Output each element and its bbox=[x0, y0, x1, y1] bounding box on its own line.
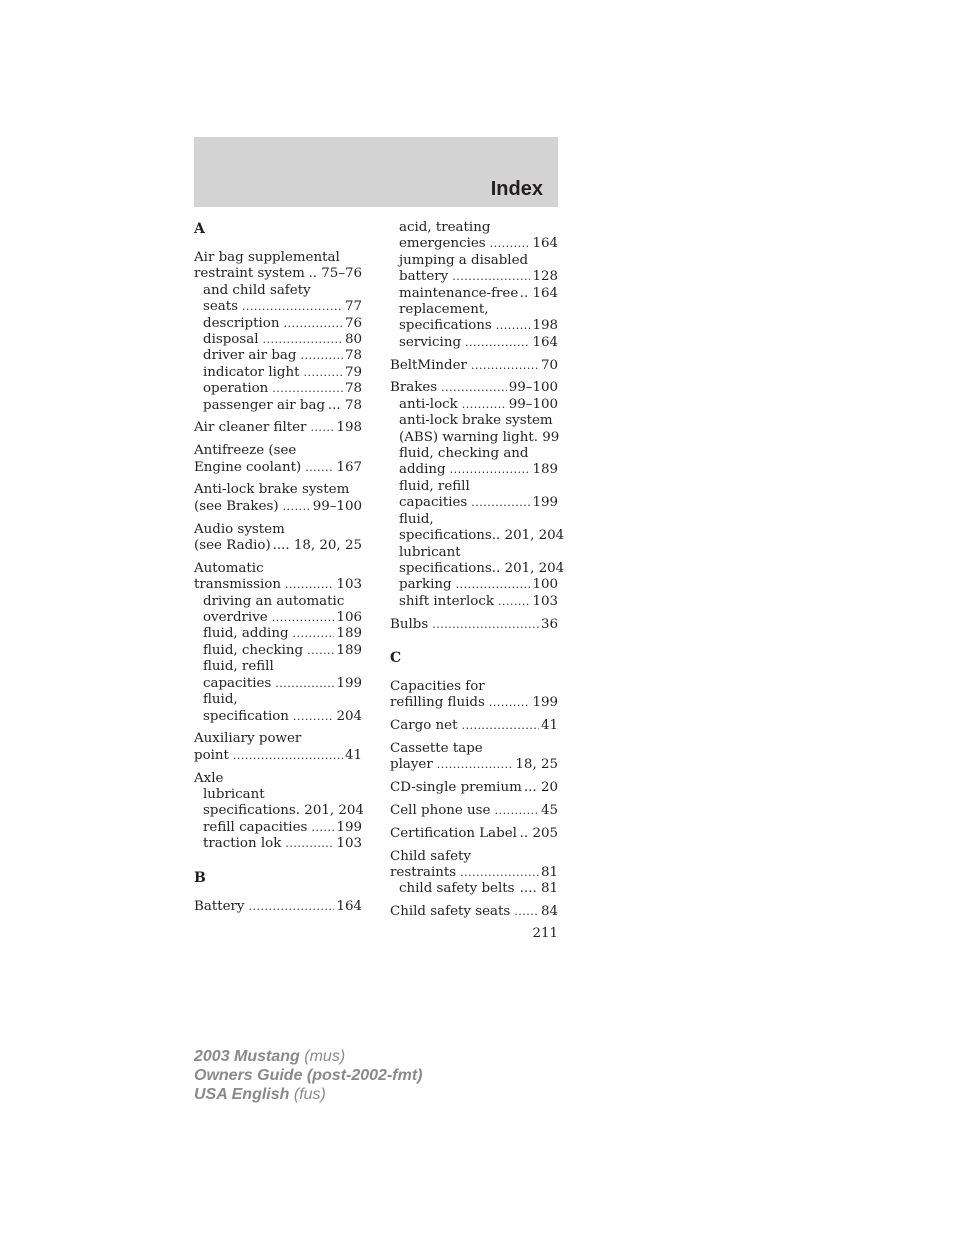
dot-leader bbox=[452, 269, 530, 285]
page-number: 211 bbox=[532, 926, 558, 941]
index-subentry bbox=[194, 316, 362, 332]
entry-term: fluid, refill bbox=[203, 659, 274, 675]
index-subentry bbox=[390, 462, 558, 478]
index-subentry bbox=[390, 560, 565, 577]
index-subentry bbox=[390, 253, 558, 269]
entry-page: 199 bbox=[336, 675, 362, 691]
entry-term: Audio system bbox=[194, 521, 285, 537]
entry-term: emergencies bbox=[399, 236, 486, 252]
entry-term: refilling fluids bbox=[390, 695, 485, 711]
index-subentry bbox=[390, 446, 558, 462]
index-entry bbox=[390, 780, 558, 796]
index-subentry bbox=[194, 365, 362, 381]
index-entry bbox=[390, 718, 558, 734]
index-subentry bbox=[390, 413, 558, 429]
index-entry bbox=[390, 695, 558, 711]
index-entry bbox=[390, 741, 558, 757]
entry-term: Air cleaner filter bbox=[194, 420, 307, 436]
dot-leader bbox=[432, 617, 539, 633]
index-entry bbox=[194, 731, 362, 747]
index-subentry bbox=[390, 545, 558, 561]
entry-term: specifications bbox=[399, 318, 492, 334]
dot-leader bbox=[496, 318, 531, 334]
entry-term: Axle bbox=[194, 770, 224, 786]
entry-term: Capacities for bbox=[390, 678, 485, 694]
dot-leader bbox=[311, 820, 334, 836]
entry-term: Anti-lock brake system bbox=[194, 482, 350, 498]
entry-page: 167 bbox=[336, 459, 362, 475]
entry-page: 164 bbox=[336, 898, 362, 914]
dot-leader bbox=[456, 577, 531, 593]
dot-leader bbox=[275, 676, 334, 692]
entry-page: 84 bbox=[540, 904, 558, 920]
index-subentry bbox=[194, 299, 362, 315]
dot-leader bbox=[498, 594, 530, 610]
entry-page: 79 bbox=[344, 364, 362, 380]
entry-term: seats bbox=[203, 299, 239, 315]
index-subentry bbox=[390, 220, 558, 236]
entry-term: Antifreeze (see bbox=[194, 443, 297, 459]
entry-page: 204 bbox=[336, 708, 362, 724]
entry-term: Cell phone use bbox=[390, 802, 491, 818]
dot-leader bbox=[441, 380, 507, 396]
entry-page: 164 bbox=[532, 334, 558, 350]
dot-leader bbox=[450, 462, 531, 478]
index-entry bbox=[390, 380, 558, 396]
index-subentry bbox=[390, 335, 558, 351]
entry-page: 199 bbox=[532, 695, 558, 711]
entry-term: fluid, bbox=[203, 692, 238, 708]
entry-page: .. 75–76 bbox=[308, 266, 362, 282]
entry-term: and child safety bbox=[203, 282, 311, 298]
page-title: Index bbox=[490, 178, 543, 200]
footer bbox=[194, 1047, 422, 1104]
entry-term: driver air bag bbox=[203, 348, 297, 364]
entry-term: BeltMinder bbox=[390, 357, 467, 373]
index-entry bbox=[390, 803, 558, 819]
footer-line-1 bbox=[194, 1047, 422, 1066]
entry-term: capacities bbox=[399, 495, 468, 511]
entry-term: fluid, checking and bbox=[399, 446, 529, 462]
entry-term: disposal bbox=[203, 332, 259, 348]
entry-page: 189 bbox=[532, 462, 558, 478]
entry-term: anti-lock brake system bbox=[399, 413, 553, 429]
index-subentry bbox=[390, 881, 558, 897]
index-subentry bbox=[194, 610, 362, 626]
index-subentry bbox=[390, 318, 558, 334]
entry-page: 78 bbox=[344, 348, 362, 364]
entry-term: indicator light bbox=[203, 364, 300, 380]
entry-term: point bbox=[194, 747, 229, 763]
entry-term: Battery bbox=[194, 898, 245, 914]
entry-page: ... 20 bbox=[523, 780, 558, 796]
entry-term: Automatic bbox=[194, 560, 264, 576]
entry-page: 189 bbox=[336, 626, 362, 642]
entry-term: specifications bbox=[399, 528, 492, 544]
dot-leader bbox=[242, 299, 343, 315]
index-subentry bbox=[194, 626, 362, 642]
entry-page: .... 81 bbox=[519, 881, 558, 897]
dot-leader bbox=[305, 460, 334, 476]
dot-leader bbox=[283, 499, 311, 515]
index-subentry bbox=[194, 398, 362, 414]
dot-leader bbox=[283, 316, 342, 332]
entry-term: Engine coolant) bbox=[194, 459, 302, 475]
entry-page: 199 bbox=[532, 495, 558, 511]
index-subentry bbox=[390, 302, 558, 318]
index-subentry bbox=[194, 692, 362, 708]
entry-page: ... 78 bbox=[327, 397, 362, 413]
entry-page: 99–100 bbox=[508, 380, 558, 396]
entry-term: Child safety seats bbox=[390, 904, 511, 920]
entry-page: 106 bbox=[336, 610, 362, 626]
index-entry bbox=[194, 250, 362, 266]
entry-term: Brakes bbox=[390, 380, 438, 396]
index-subentry bbox=[194, 820, 362, 836]
index-subentry bbox=[390, 286, 558, 302]
index-entry bbox=[194, 420, 362, 436]
dot-leader bbox=[300, 348, 342, 364]
entry-term: passenger air bag bbox=[203, 397, 326, 413]
entry-page: 198 bbox=[532, 318, 558, 334]
entry-page: 45 bbox=[540, 802, 558, 818]
entry-term: servicing bbox=[399, 334, 462, 350]
dot-leader bbox=[233, 748, 343, 764]
index-entry bbox=[194, 899, 362, 915]
index-subentry bbox=[194, 643, 362, 659]
entry-term: fluid, refill bbox=[399, 478, 470, 494]
index-entry bbox=[390, 757, 558, 773]
index-entry bbox=[390, 904, 558, 920]
index-subentry bbox=[194, 803, 362, 819]
index-entry bbox=[194, 266, 362, 282]
index-subentry bbox=[390, 528, 565, 544]
index-subentry bbox=[194, 348, 362, 364]
index-subentry bbox=[390, 236, 558, 252]
index-entry bbox=[194, 748, 362, 764]
entry-page: 99–100 bbox=[312, 498, 362, 514]
dot-leader bbox=[304, 365, 343, 381]
entry-page: 189 bbox=[336, 642, 362, 658]
footer-model-code: (mus) bbox=[304, 1048, 346, 1065]
entry-term: adding bbox=[399, 462, 446, 478]
entry-term: Child safety bbox=[390, 848, 471, 864]
entry-term: specification bbox=[203, 708, 289, 724]
dot-leader bbox=[462, 397, 507, 413]
entry-term: (see Brakes) bbox=[194, 498, 279, 514]
entry-term: lubricant bbox=[203, 786, 265, 802]
index-entry bbox=[194, 538, 362, 554]
dot-leader bbox=[285, 836, 334, 852]
entry-term: child safety belts bbox=[399, 881, 515, 897]
entry-term: Auxiliary power bbox=[194, 731, 302, 747]
entry-term: replacement, bbox=[399, 302, 489, 318]
dot-leader bbox=[489, 695, 531, 711]
index-entry bbox=[194, 482, 362, 498]
entry-page: . 201, 204 bbox=[295, 803, 364, 819]
entry-term: restraints bbox=[390, 864, 457, 880]
dot-leader bbox=[494, 803, 538, 819]
entry-page: 70 bbox=[540, 357, 558, 373]
index-entry bbox=[390, 679, 558, 695]
index-entry bbox=[390, 358, 558, 374]
footer-guide: Owners Guide (post-2002-fmt) bbox=[194, 1067, 423, 1084]
entry-term: restraint system bbox=[194, 266, 305, 282]
header-band bbox=[194, 137, 558, 207]
entry-page: .. 164 bbox=[519, 285, 558, 301]
entry-page: 199 bbox=[336, 819, 362, 835]
entry-page: 103 bbox=[336, 836, 362, 852]
dot-leader bbox=[248, 899, 334, 915]
index-subentry bbox=[194, 836, 362, 852]
index-entry bbox=[390, 826, 558, 842]
dot-leader bbox=[465, 335, 530, 351]
entry-page: 77 bbox=[344, 299, 362, 315]
entry-page: 198 bbox=[336, 420, 362, 436]
dot-leader bbox=[285, 577, 334, 593]
entry-page: 103 bbox=[532, 593, 558, 609]
index-subentry bbox=[194, 709, 362, 725]
entry-page: 18, 25 bbox=[515, 757, 558, 773]
dot-leader bbox=[272, 381, 343, 397]
entry-term: description bbox=[203, 315, 280, 331]
index-entry bbox=[194, 771, 362, 787]
entry-page: .. 205 bbox=[519, 825, 558, 841]
index-subentry bbox=[390, 397, 558, 413]
entry-term: CD-single premium bbox=[390, 780, 522, 796]
entry-term: player bbox=[390, 757, 433, 773]
entry-page: 41 bbox=[344, 747, 362, 763]
entry-page: . 99 bbox=[533, 429, 560, 445]
index-entry bbox=[390, 865, 558, 881]
index-subentry bbox=[390, 495, 558, 511]
entry-term: overdrive bbox=[203, 610, 268, 626]
entry-term: traction lok bbox=[203, 836, 282, 852]
entry-page: 164 bbox=[532, 236, 558, 252]
entry-term: (ABS) warning light bbox=[399, 429, 534, 445]
entry-term: maintenance-free bbox=[399, 285, 519, 301]
dot-leader bbox=[471, 358, 539, 374]
index-subentry bbox=[390, 577, 558, 593]
index-subentry bbox=[194, 594, 362, 610]
entry-term: fluid, checking bbox=[203, 642, 304, 658]
entry-page: 78 bbox=[344, 381, 362, 397]
entry-term: (see Radio) bbox=[194, 538, 271, 554]
entry-page: 103 bbox=[336, 577, 362, 593]
entry-term: capacities bbox=[203, 675, 272, 691]
index-subentry bbox=[390, 594, 558, 610]
entry-term: Cassette tape bbox=[390, 740, 483, 756]
dot-leader bbox=[461, 718, 539, 734]
index-entry bbox=[194, 460, 362, 476]
footer-line-2 bbox=[194, 1066, 422, 1085]
entry-page: 76 bbox=[344, 315, 362, 331]
entry-term: Certification Label bbox=[390, 825, 517, 841]
index-subentry bbox=[194, 787, 362, 803]
entry-page: 80 bbox=[344, 332, 362, 348]
entry-term: Cargo net bbox=[390, 718, 458, 734]
entry-term: refill capacities bbox=[203, 819, 308, 835]
entry-page: 100 bbox=[532, 577, 558, 593]
footer-language: USA English bbox=[194, 1086, 290, 1103]
dot-leader bbox=[293, 626, 335, 642]
index-subentry bbox=[194, 659, 362, 675]
index-subentry bbox=[390, 479, 558, 495]
entry-page: 128 bbox=[532, 269, 558, 285]
dot-leader bbox=[310, 420, 334, 436]
dot-leader bbox=[272, 610, 335, 626]
entry-term: driving an automatic bbox=[203, 593, 345, 609]
entry-term: specifications bbox=[203, 803, 296, 819]
section-letter: A bbox=[194, 221, 205, 237]
entry-page: 36 bbox=[540, 616, 558, 632]
entry-term: Bulbs bbox=[390, 616, 429, 632]
index-column-left bbox=[194, 220, 362, 915]
section-letter: C bbox=[390, 649, 402, 666]
entry-term: parking bbox=[399, 577, 452, 593]
index-entry bbox=[194, 561, 362, 577]
dot-leader bbox=[293, 709, 335, 725]
entry-term: battery bbox=[399, 269, 449, 285]
entry-page: 99–100 bbox=[508, 396, 558, 412]
entry-term: operation bbox=[203, 381, 269, 397]
entry-term: specifications bbox=[399, 560, 492, 576]
index-entry bbox=[194, 499, 362, 515]
dot-leader bbox=[490, 236, 531, 252]
dot-leader bbox=[460, 865, 539, 881]
footer-model: 2003 Mustang bbox=[194, 1048, 300, 1065]
index-entry bbox=[390, 617, 558, 633]
dot-leader bbox=[437, 757, 514, 773]
index-subentry bbox=[194, 381, 362, 397]
dot-leader bbox=[471, 495, 530, 511]
footer-line-3 bbox=[194, 1085, 422, 1104]
index-subentry bbox=[390, 512, 558, 528]
index-subentry bbox=[194, 283, 362, 299]
entry-term: transmission bbox=[194, 577, 281, 593]
entry-term: acid, treating bbox=[399, 220, 491, 235]
section-letter: B bbox=[194, 869, 206, 886]
index-entry bbox=[194, 522, 362, 538]
entry-term: fluid, bbox=[399, 511, 434, 527]
index-subentry bbox=[390, 269, 558, 285]
entry-term: lubricant bbox=[399, 544, 461, 560]
entry-term: anti-lock bbox=[399, 396, 458, 412]
dot-leader bbox=[263, 332, 343, 348]
index-entry bbox=[390, 849, 558, 865]
entry-page: .. 201, 204 bbox=[491, 560, 565, 576]
entry-page: 41 bbox=[540, 718, 558, 734]
entry-page: 81 bbox=[540, 864, 558, 880]
dot-leader bbox=[514, 904, 539, 920]
index-subentry bbox=[194, 676, 362, 692]
index-entry bbox=[194, 443, 362, 459]
dot-leader bbox=[307, 643, 334, 659]
entry-term: Air bag supplemental bbox=[194, 250, 340, 265]
index-entry bbox=[194, 577, 362, 593]
footer-language-code: (fus) bbox=[293, 1086, 326, 1103]
entry-term: jumping a disabled bbox=[399, 252, 529, 268]
index-subentry bbox=[194, 332, 362, 348]
index-column-right bbox=[390, 220, 565, 921]
entry-page: .. 201, 204 bbox=[491, 528, 565, 544]
index-subentry bbox=[390, 430, 558, 446]
entry-term: shift interlock bbox=[399, 593, 494, 609]
entry-page: .... 18, 20, 25 bbox=[272, 538, 362, 554]
entry-term: fluid, adding bbox=[203, 626, 289, 642]
